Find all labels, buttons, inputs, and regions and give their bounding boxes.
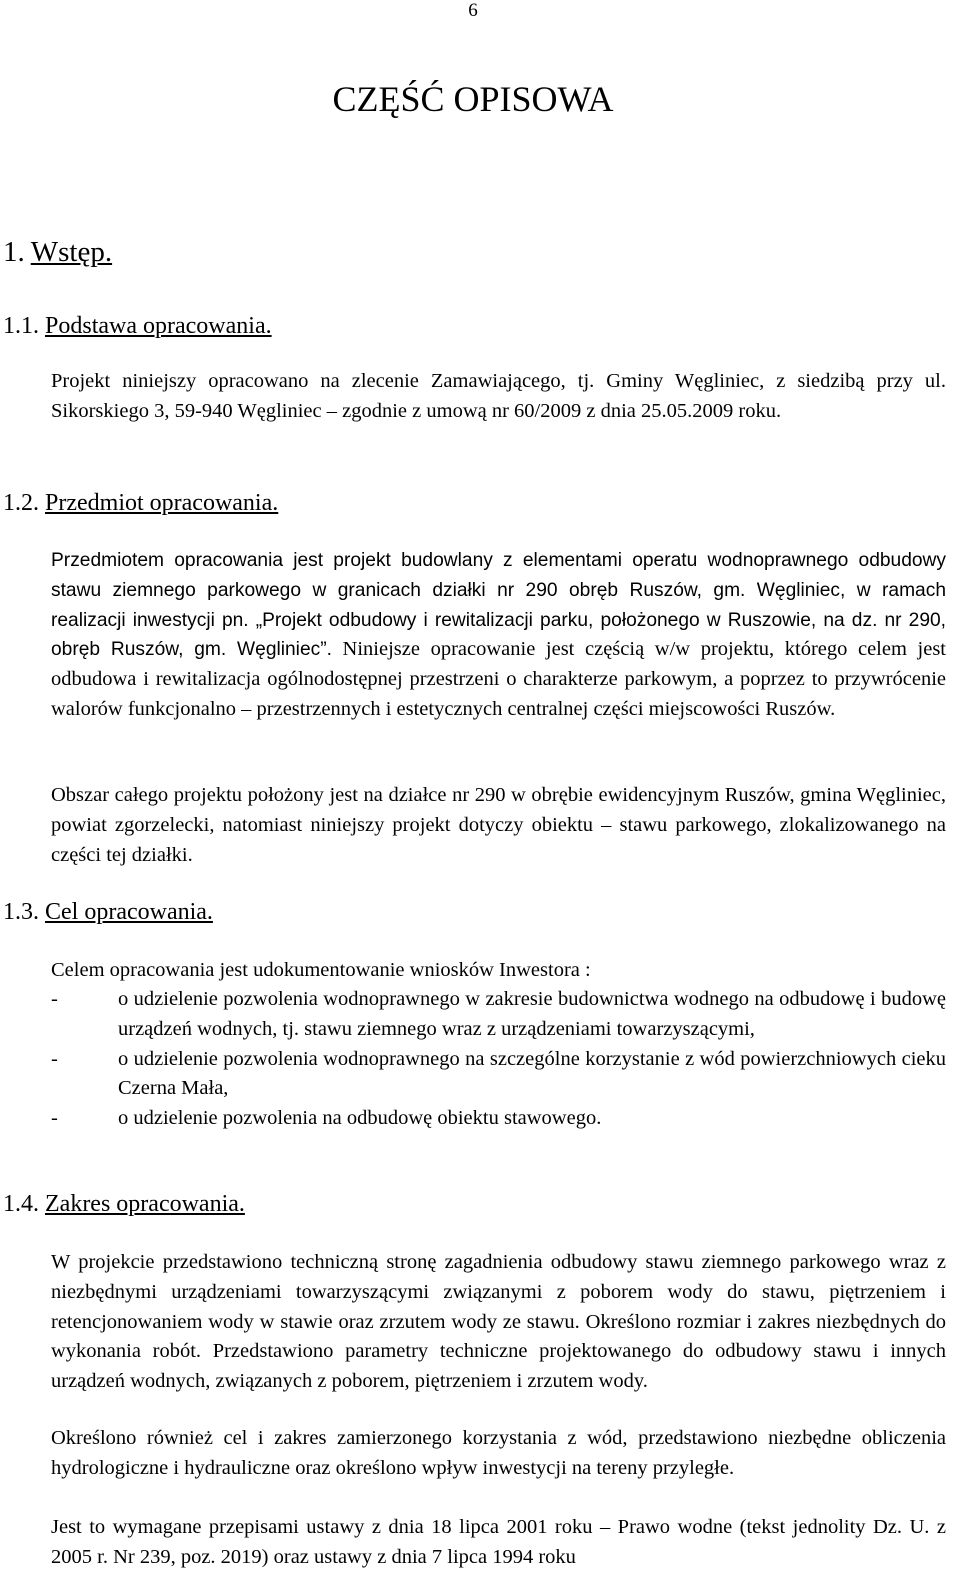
list-item: [51, 985, 946, 1045]
paragraph-subject: [51, 546, 946, 725]
heading-label: Wstęp.: [30, 236, 113, 268]
list-item: [51, 1104, 946, 1134]
paragraph-scope-3: Jest to wymagane przepisami ustawy z dnia 18 lipca 2001 roku – Prawo wodne (tekst jednolity Dz. U. z 2005 r. Nr 239, poz. 2019) oraz ustawy z dnia 7 lipca 1994 roku: [51, 1516, 946, 1568]
heading-label: Podstawa opracowania.: [45, 313, 272, 339]
page-number: 6: [468, 0, 478, 21]
list-dash: -: [51, 1047, 58, 1070]
list-item-text: o udzielenie pozwolenia na odbudowę obiektu stawowego.: [118, 1107, 602, 1130]
heading-number: 1.: [3, 236, 25, 268]
paragraph-area: Obszar całego projektu położony jest na działce nr 290 w obrębie ewidencyjnym Ruszów, gmina Węgliniec, powiat zgorzelecki, natomiast niniejszy projekt dotyczy obiektu – stawu parkowego, zlokalizowanego na części tej działki.: [51, 784, 946, 866]
heading-number: 1.4.: [3, 1191, 39, 1217]
paragraph-basis: Projekt niniejszy opracowano na zlecenie Zamawiającego, tj. Gminy Węgliniec, z siedzibą przy ul. Sikorskiego 3, 59-940 Węgliniec – zgodnie z umową nr 60/2009 z dnia 25.05.2009 roku.: [51, 370, 946, 422]
paragraph-subject-serif: Niniejsze opracowanie jest częścią w/w projektu, którego celem jest odbudowa i rewitalizacja ogólnodostępnej przestrzeni o charakterze parkowym, a poprzez to przywrócenie walorów funkcjonalno – przestrzennych i estetycznych centralnej części miejscowości Ruszów.: [51, 638, 947, 720]
heading-section-1-2: [3, 486, 278, 520]
heading-number: 1.3.: [3, 899, 39, 925]
heading-number: 1.1.: [3, 313, 39, 339]
heading-label: Zakres opracowania.: [45, 1191, 245, 1217]
heading-label: Cel opracowania.: [45, 899, 213, 925]
list-item-text: o udzielenie pozwolenia wodnoprawnego na szczególne korzystanie z wód powierzchniowych cieku Czerna Mała,: [118, 1047, 946, 1100]
paragraph-subject-sans: Przedmiotem opracowania jest projekt budowlany z elementami operatu wodnoprawnego odbudowy stawu ziemnego parkowego w granicach działki nr 290 obręb Ruszów, gm. Węgliniec, w ramach realizacji inwestycji pn. „Projekt odbudowy i rewitalizacji parku, położonego w Ruszowie, na dz. nr 290, obręb Ruszów, gm. Węgliniec”.: [51, 550, 946, 661]
heading-section-1: [3, 232, 112, 272]
list-item: [51, 1045, 946, 1105]
heading-section-1-4: [3, 1187, 245, 1221]
heading-label: Przedmiot opracowania.: [45, 490, 279, 516]
heading-section-1-3: [3, 895, 213, 929]
list-dash: -: [51, 1107, 58, 1130]
list-item-text: o udzielenie pozwolenia wodnoprawnego w zakresie budownictwa wodnego na odbudowę i budowę urządzeń wodnych, tj. stawu ziemnego wraz z urządzeniami towarzyszącymi,: [118, 988, 946, 1040]
goal-list: [51, 985, 946, 1134]
paragraph-scope-1: W projekcie przedstawiono techniczną stronę zagadnienia odbudowy stawu ziemnego parkowego wraz z niezbędnymi urządzeniami towarzyszącymi związanymi z poborem wody do stawu, piętrzeniem i retencjonowaniem wody w stawie oraz zrzutem wody ze stawu. Określono rozmiar i zakres niezbędnych do wykonania robót. Przedstawiono parametry techniczne projektowanego do odbudowy stawu i innych urządzeń wodnych, związanych z poborem, piętrzeniem i zrzutem wody.: [51, 1251, 946, 1393]
list-dash: -: [51, 988, 58, 1010]
heading-section-1-1: [3, 309, 272, 343]
paragraph-scope-2: Określono również cel i zakres zamierzonego korzystania z wód, przedstawiono niezbędne obliczenia hydrologiczne i hydrauliczne oraz określono wpływ inwestycji na tereny przyległe.: [51, 1427, 946, 1479]
heading-number: 1.2.: [3, 490, 39, 516]
paragraph-goal-intro: Celem opracowania jest udokumentowanie wniosków Inwestora :: [51, 959, 591, 981]
document-title: CZĘŚĆ OPISOWA: [332, 79, 614, 119]
